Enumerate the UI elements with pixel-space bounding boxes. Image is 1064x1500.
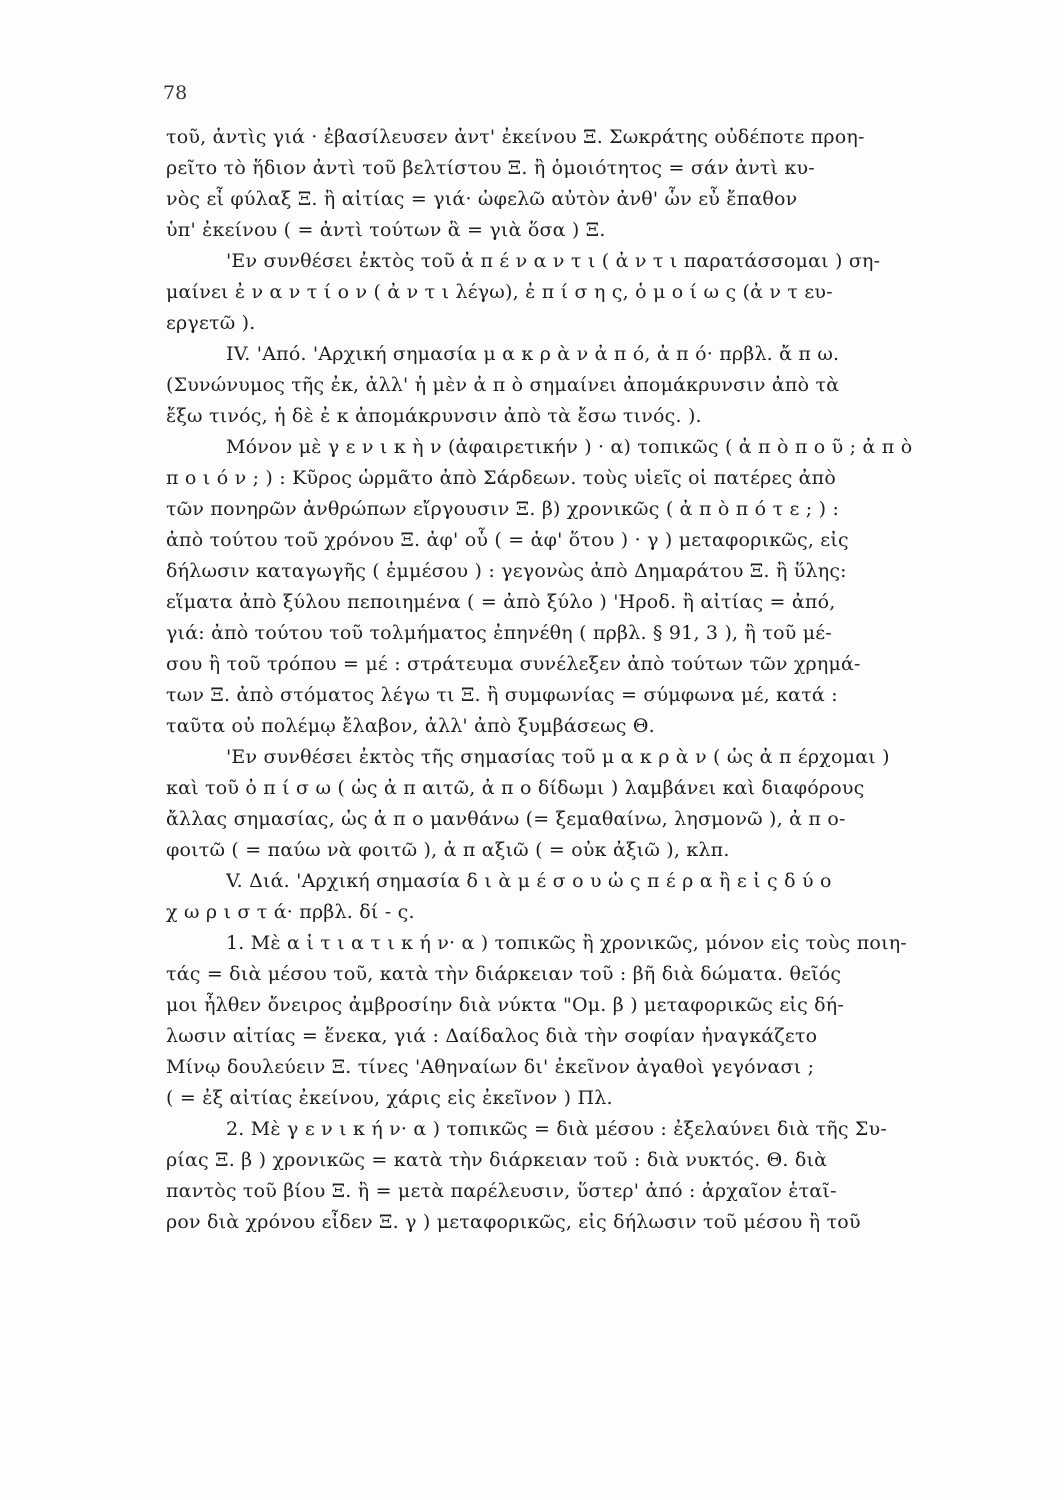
text-line: νὸς εἶ φύλαξ Ξ. ἢ αἰτίας = γιά· ὠφελῶ αὐτὸν ἀνθ' ὧν εὖ ἔπαθον <box>166 188 798 210</box>
text-line: Μίνῳ δουλεύειν Ξ. τίνες 'Αθηναίων δι' ἐκεῖνον ἀγαθοὶ γεγόνασι ; <box>166 1056 815 1078</box>
body-text <box>166 122 1026 1238</box>
paragraph-start-line: 2. Μὲ γ ε ν ι κ ή ν· α ) τοπικῶς = διὰ μέσου : ἐξελαύνει διὰ τῆς Συ- <box>226 1118 887 1140</box>
text-line: δήλωσιν καταγωγῆς ( ἐμμέσου ) : γεγονὼς ἀπὸ Δημαράτου Ξ. ἢ ὕλης: <box>166 560 847 582</box>
paragraph-start-line: Μόνον μὲ γ ε ν ι κ ὴ ν (ἀφαιρετικήν ) · α) τοπικῶς ( ἀ π ὸ π ο ῦ ; ἀ π ὸ <box>226 436 913 458</box>
text-line: ἔξω τινός, ἡ δὲ ἐ κ ἀπομάκρυνσιν ἀπὸ τὰ ἔσω τινός. ). <box>166 405 702 427</box>
text-line: τοῦ, ἀντὶς γιά · ἐβασίλευσεν ἀντ' ἐκείνου Ξ. Σωκράτης οὐδέποτε προη- <box>166 126 865 148</box>
text-line: λωσιν αἰτίας = ἕνεκα, γιά : Δαίδαλος διὰ τὴν σοφίαν ἠναγκάζετο <box>166 1025 818 1047</box>
text-line: μοι ἦλθεν ὄνειρος ἀμβροσίην διὰ νύκτα "Ομ. β ) μεταφορικῶς εἰς δή- <box>166 994 845 1016</box>
text-line: τῶν πονηρῶν ἀνθρώπων εἴργουσιν Ξ. β) χρονικῶς ( ἀ π ὸ π ό τ ε ; ) : <box>166 498 840 520</box>
text-line: εἵματα ἀπὸ ξύλου πεποιημένα ( = ἀπὸ ξύλο ) 'Ηροδ. ἢ αἰτίας = ἀπό, <box>166 591 836 613</box>
text-line: ρίας Ξ. β ) χρονικῶς = κατὰ τὴν διάρκειαν τοῦ : διὰ νυκτός. Θ. διὰ <box>166 1149 828 1171</box>
section-heading-iv: IV. 'Από. 'Αρχική σημασία μ α κ ρ ὰ ν ἀ π ό, ἀ π ό· πρβλ. ἄ π ω. <box>226 343 840 365</box>
text-line: (Συνώνυμος τῆς ἐκ, ἀλλ' ἡ μὲν ἀ π ὸ σημαίνει ἀπομάκρυνσιν ἀπὸ τὰ <box>166 374 840 396</box>
text-line: τάς = διὰ μέσου τοῦ, κατὰ τὴν διάρκειαν τοῦ : βῆ διὰ δώματα. θεῖός <box>166 963 842 985</box>
text-line: γιά: ἀπὸ τούτου τοῦ τολμήματος ἐπηνέθη ( πρβλ. § 91, 3 ), ἢ τοῦ μέ- <box>166 622 832 644</box>
text-line: ρον διὰ χρόνου εἶδεν Ξ. γ ) μεταφορικῶς, εἰς δήλωσιν τοῦ μέσου ἢ τοῦ <box>166 1211 861 1233</box>
text-line: ταῦτα οὐ πολέμῳ ἔλαβον, ἀλλ' ἀπὸ ξυμβάσεως Θ. <box>166 715 655 737</box>
text-line: ὑπ' ἐκείνου ( = ἀντὶ τούτων ἃ = γιὰ ὅσα ) Ξ. <box>166 219 606 241</box>
text-line: εργετῶ ). <box>166 312 256 334</box>
section-heading-v: V. Διά. 'Αρχική σημασία δ ι ὰ μ έ σ ο υ ὡ ς π έ ρ α ἢ ε ἰ ς δ ύ ο <box>226 870 832 892</box>
text-line: ( = ἐξ αἰτίας ἐκείνου, χάρις εἰς ἐκεῖνον ) Πλ. <box>166 1087 613 1109</box>
text-line: ρεῖτο τὸ ἥδιον ἀντὶ τοῦ βελτίστου Ξ. ἢ ὁμοιότητος = σάν ἀντὶ κυ- <box>166 157 815 179</box>
text-line: ἄλλας σημασίας, ὡς ἀ π ο μανθάνω (= ξεμαθαίνω, λησμονῶ ), ἀ π ο- <box>166 808 846 830</box>
text-line: χ ω ρ ι σ τ ά· πρβλ. δί - ς. <box>166 901 415 923</box>
text-line: ἀπὸ τούτου τοῦ χρόνου Ξ. ἀφ' οὗ ( = ἀφ' ὅτου ) · γ ) μεταφορικῶς, εἰς <box>166 529 849 551</box>
text-line: των Ξ. ἀπὸ στόματος λέγω τι Ξ. ἢ συμφωνίας = σύμφωνα μέ, κατά : <box>166 684 838 706</box>
text-line: μαίνει ἐ ν α ν τ ί ο ν ( ἀ ν τ ι λέγω), ἐ π ί σ η ς, ὁ μ ο ί ω ς (ἀ ν τ ευ- <box>166 281 833 303</box>
text-line: σου ἢ τοῦ τρόπου = μέ : στράτευμα συνέλεξεν ἀπὸ τούτων τῶν χρημά- <box>166 653 861 675</box>
text-line: καὶ τοῦ ὀ π ί σ ω ( ὡς ἀ π αιτῶ, ἀ π ο δίδωμι ) λαμβάνει καὶ διαφόρους <box>166 777 865 799</box>
paragraph-start-line: 'Εν συνθέσει ἐκτὸς τοῦ ἀ π έ ν α ν τ ι ( ἀ ν τ ι παρατάσσομαι ) ση- <box>226 250 881 272</box>
paragraph-start-line: 1. Μὲ α ἰ τ ι α τ ι κ ή ν· α ) τοπικῶς ἢ χρονικῶς, μόνον εἰς τοὺς ποιη- <box>226 932 907 954</box>
page-number: 78 <box>163 82 188 104</box>
text-line: παντὸς τοῦ βίου Ξ. ἢ = μετὰ παρέλευσιν, ὕστερ' ἀπό : ἀρχαῖον ἑταῖ- <box>166 1180 837 1202</box>
text-line: φοιτῶ ( = παύω νὰ φοιτῶ ), ἀ π αξιῶ ( = οὐκ ἀξιῶ ), κλπ. <box>166 839 730 861</box>
text-line: π ο ι ό ν ; ) : Κῦρος ὡρμᾶτο ἀπὸ Σάρδεων. τοὺς υἱεῖς οἱ πατέρες ἀπὸ <box>166 467 837 489</box>
paragraph-start-line: 'Εν συνθέσει ἐκτὸς τῆς σημασίας τοῦ μ α κ ρ ὰ ν ( ὡς ἀ π έρχομαι ) <box>226 746 890 768</box>
